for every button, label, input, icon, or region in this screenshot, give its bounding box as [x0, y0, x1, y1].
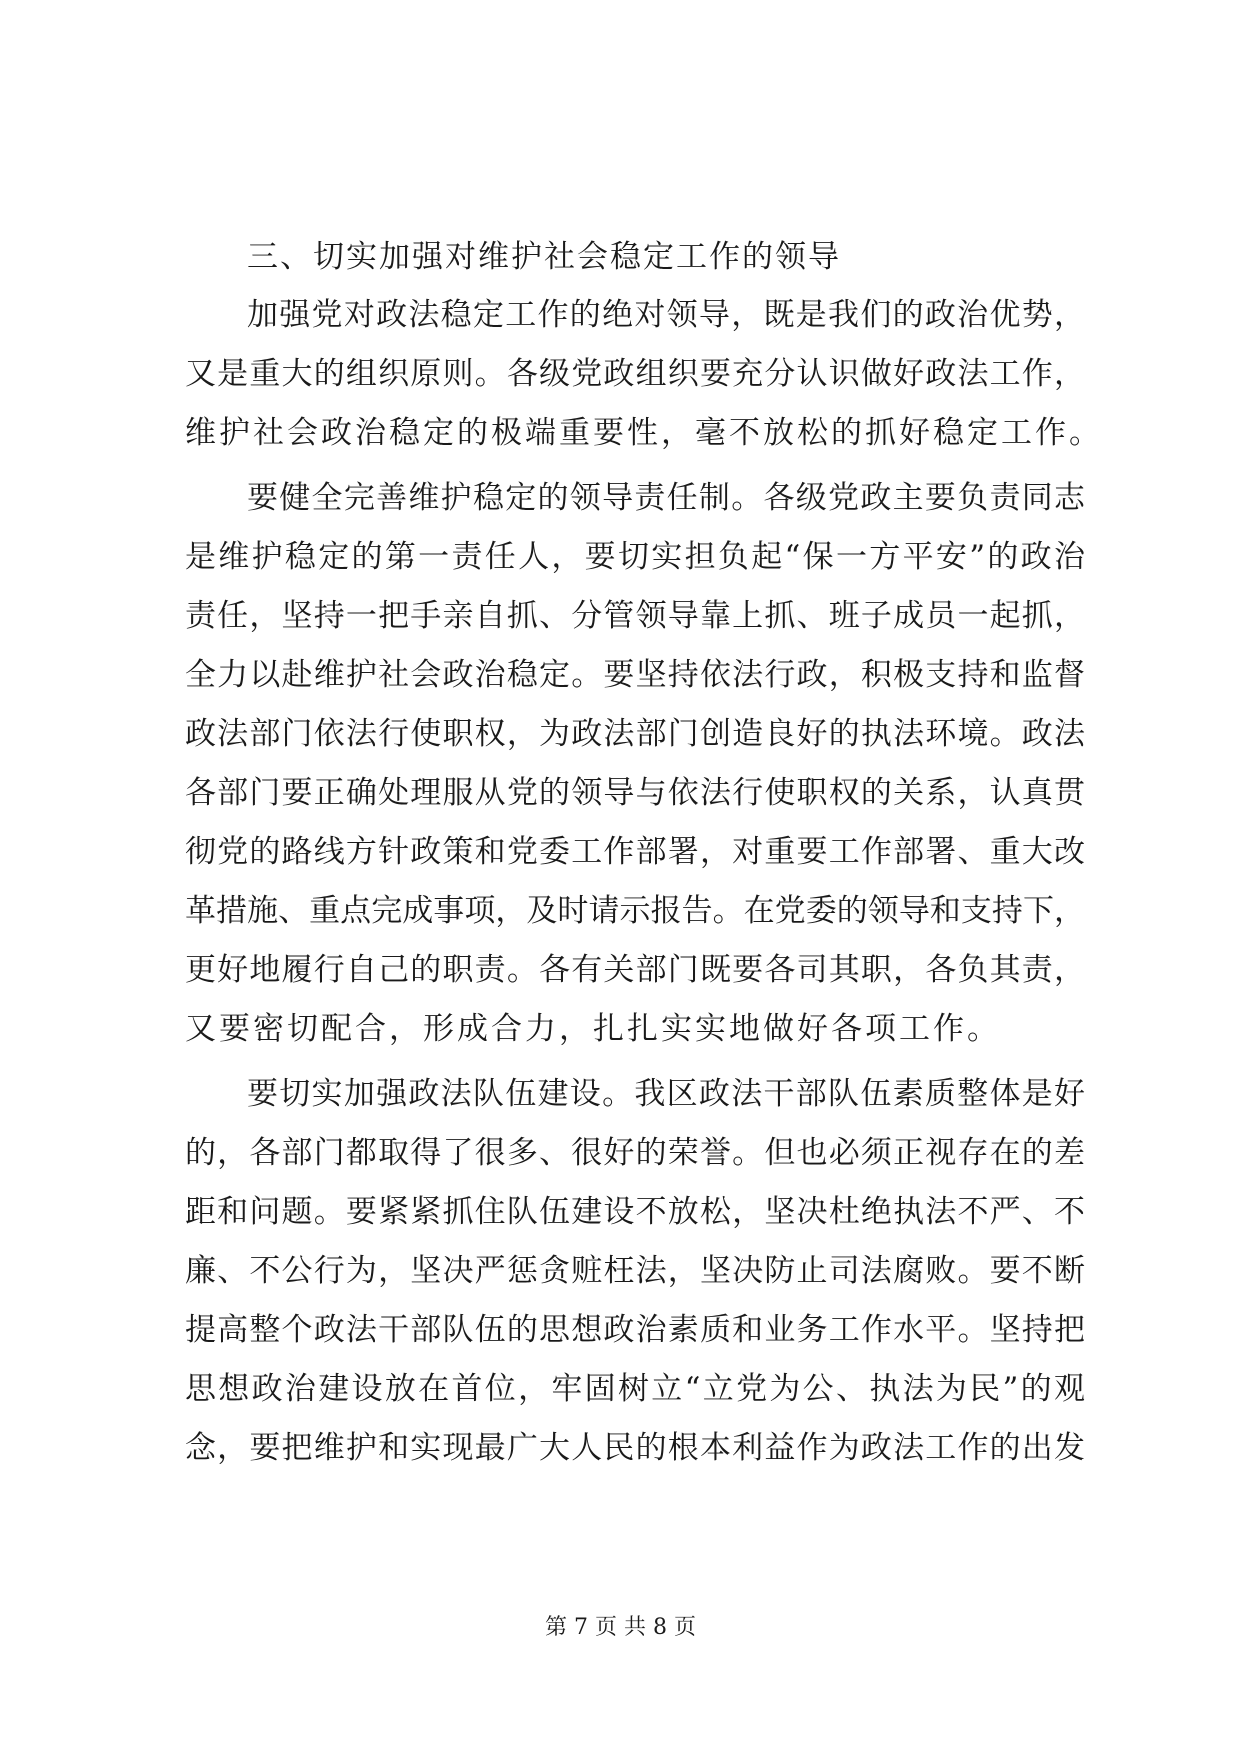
- paragraph-line: 要健全完善维护稳定的领导责任制。各级党政主要负责同志: [247, 480, 1085, 516]
- paragraph-line: 维护社会政治稳定的极端重要性，毫不放松的抓好稳定工作。: [185, 415, 1103, 451]
- paragraph-line: 彻党的路线方针政策和党委工作部署，对重要工作部署、重大改: [185, 834, 1085, 870]
- paragraph-line: 廉、不公行为，坚决严惩贪赃枉法，坚决防止司法腐败。要不断: [185, 1253, 1085, 1289]
- paragraph-line: 加强党对政法稳定工作的绝对领导，既是我们的政治优势，: [247, 297, 1085, 333]
- paragraph-line: 全力以赴维护社会政治稳定。要坚持依法行政，积极支持和监督: [185, 657, 1085, 693]
- paragraph-line: 要切实加强政法队伍建设。我区政法干部队伍素质整体是好: [247, 1076, 1085, 1112]
- section-heading: 三、切实加强对维护社会稳定工作的领导: [247, 239, 841, 275]
- paragraph-line: 念，要把维护和实现最广大人民的根本利益作为政法工作的出发: [185, 1430, 1085, 1466]
- paragraph-line: 是维护稳定的第一责任人，要切实担负起“保一方平安”的政治: [185, 539, 1085, 575]
- paragraph-line: 提高整个政法干部队伍的思想政治素质和业务工作水平。坚持把: [185, 1312, 1085, 1348]
- paragraph-responsibility: [185, 469, 1085, 1059]
- paragraph-line: 革措施、重点完成事项，及时请示报告。在党委的领导和支持下，: [185, 893, 1085, 929]
- paragraph-line: 各部门要正确处理服从党的领导与依法行使职权的关系，认真贯: [185, 775, 1085, 811]
- paragraph-line: 思想政治建设放在首位，牢固树立“立党为公、执法为民”的观: [185, 1371, 1085, 1407]
- paragraph-line: 又要密切配合，形成合力，扎扎实实地做好各项工作。: [185, 1011, 1001, 1047]
- paragraph-line: 更好地履行自己的职责。各有关部门既要各司其职，各负其责，: [185, 952, 1085, 988]
- paragraph-line: 距和问题。要紧紧抓住队伍建设不放松，坚决杜绝执法不严、不: [185, 1194, 1085, 1230]
- paragraph-leadership: [185, 286, 1103, 463]
- paragraph-line: 政法部门依法行使职权，为政法部门创造良好的执法环境。政法: [185, 716, 1085, 752]
- paragraph-team-building: [185, 1065, 1085, 1478]
- paragraph-line: 责任，坚持一把手亲自抓、分管领导靠上抓、班子成员一起抓，: [185, 598, 1085, 634]
- page-number-footer: 第 7 页 共 8 页: [545, 1615, 696, 1640]
- paragraph-line: 又是重大的组织原则。各级党政组织要充分认识做好政法工作，: [185, 356, 1085, 392]
- document-body: [185, 228, 1103, 1478]
- paragraph-line: 的，各部门都取得了很多、很好的荣誉。但也必须正视存在的差: [185, 1135, 1085, 1171]
